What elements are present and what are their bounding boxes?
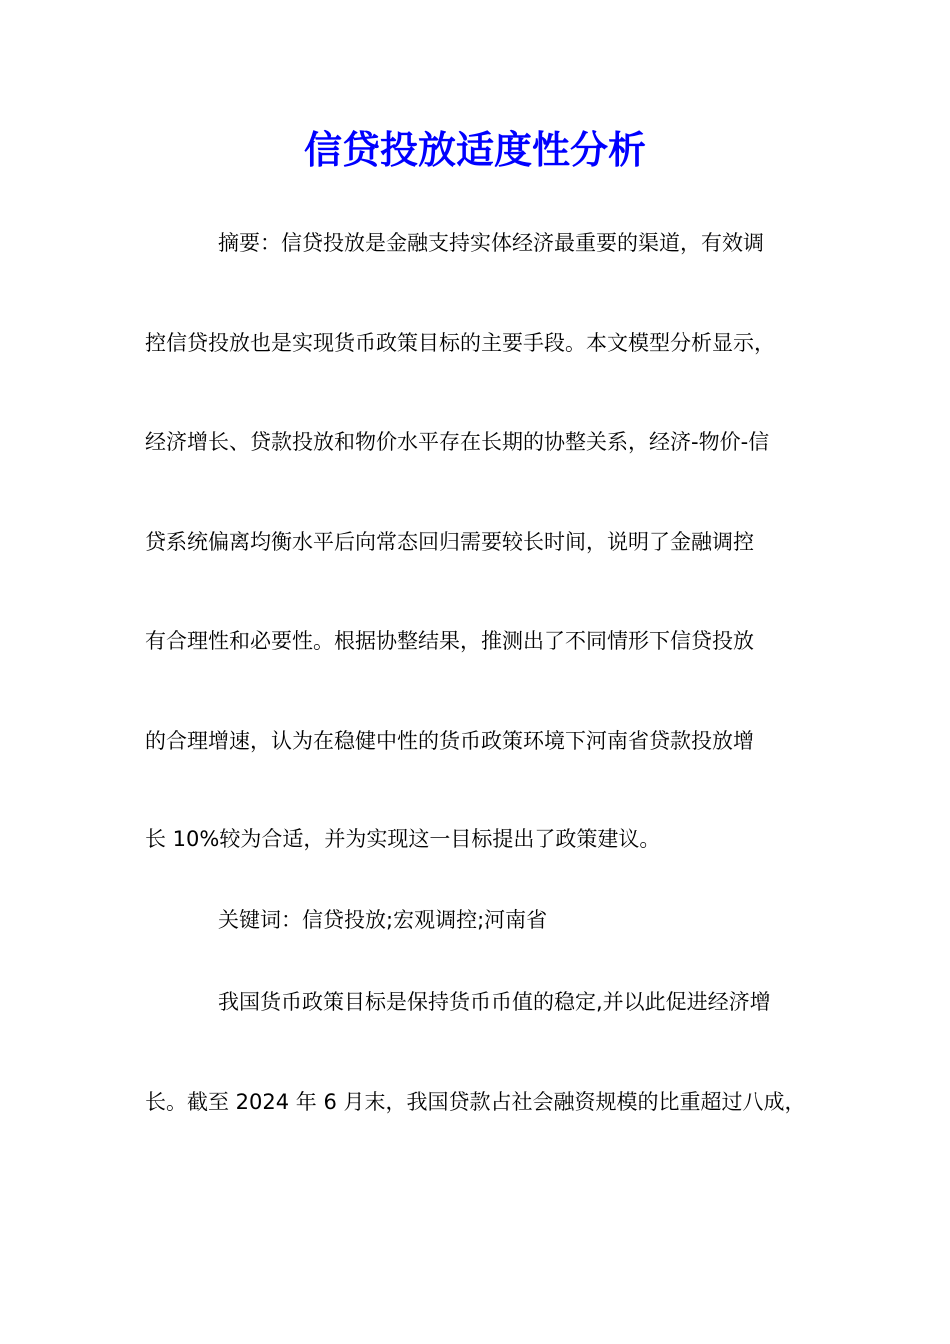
abstract-line-5: 有合理性和必要性。根据协整结果，推测出了不同情形下信贷投放 — [145, 629, 754, 653]
document-title: 信贷投放适度性分析 — [303, 127, 646, 172]
abstract-line-6: 的合理增速，认为在稳健中性的货币政策环境下河南省贷款投放增 — [145, 729, 754, 753]
abstract-line-3: 经济增长、贷款投放和物价水平存在长期的协整关系，经济-物价-信 — [145, 430, 770, 454]
abstract-line-2: 控信贷投放也是实现货币政策目标的主要手段。本文模型分析显示， — [145, 331, 775, 355]
body-line-2: 长。截至 2024 年 6 月末，我国贷款占社会融资规模的比重超过八成， — [145, 1090, 806, 1114]
abstract-line-4: 贷系统偏离均衡水平后向常态回归需要较长时间，说明了金融调控 — [145, 530, 754, 554]
body-line-1: 我国货币政策目标是保持货币币值的稳定,并以此促进经济增 — [218, 990, 771, 1014]
abstract-line-1: 摘要：信贷投放是金融支持实体经济最重要的渠道，有效调 — [218, 231, 764, 255]
keywords-line: 关键词：信贷投放;宏观调控;河南省 — [218, 908, 548, 932]
abstract-line-7: 长 10%较为合适，并为实现这一目标提出了政策建议。 — [145, 827, 661, 851]
